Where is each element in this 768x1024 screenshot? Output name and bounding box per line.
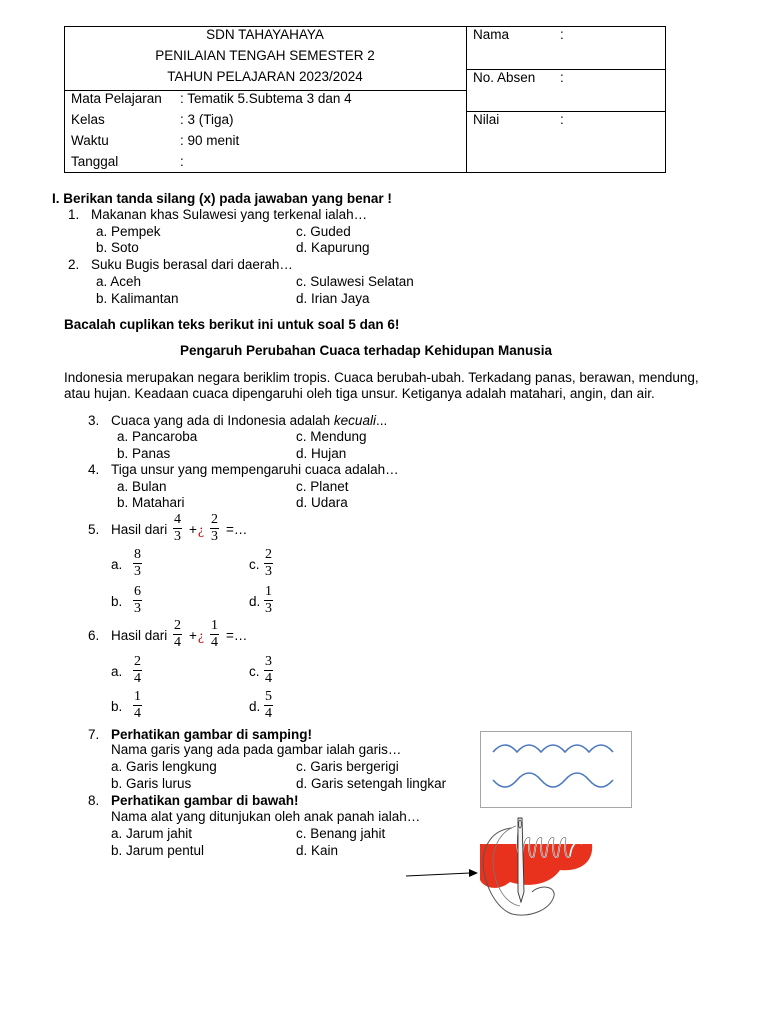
q6-f2-denominator: 4 bbox=[211, 635, 218, 650]
q6-f1-denominator: 4 bbox=[174, 635, 181, 650]
date-label: Tanggal bbox=[71, 154, 119, 169]
q7-number: 7. bbox=[88, 727, 100, 742]
needle-body bbox=[518, 818, 524, 902]
q5-f2-denominator: 3 bbox=[211, 529, 218, 544]
q5-option-d bbox=[264, 585, 273, 616]
passage-line-1: Indonesia merupakan negara beriklim tropis. Cuaca berubah-ubah. Terkadang panas, berawan, mendung, bbox=[64, 370, 699, 385]
q2-option-a: a. Aceh bbox=[96, 274, 142, 289]
q6-option-a bbox=[133, 655, 142, 686]
subject-label: Mata Pelajaran bbox=[71, 91, 162, 106]
q2-option-c: c. Sulawesi Selatan bbox=[296, 274, 414, 289]
q6-equals: =… bbox=[226, 628, 248, 643]
q3-option-b: b. Panas bbox=[117, 446, 171, 461]
q5-plus: + bbox=[189, 522, 197, 537]
subject-value: : Tematik 5.Subtema 3 dan 4 bbox=[180, 91, 352, 106]
name-label: Nama bbox=[473, 27, 510, 42]
q6-option-a-label: a. bbox=[111, 664, 123, 679]
class-value: : 3 (Tiga) bbox=[180, 112, 234, 127]
q5-text: Hasil dari bbox=[111, 522, 168, 537]
q6-a-denominator: 4 bbox=[134, 671, 141, 686]
q5-b-numerator: 6 bbox=[134, 584, 141, 599]
q7-option-d: d. Garis setengah lingkar bbox=[296, 776, 447, 791]
school-name: SDN TAHAYAHAYA bbox=[206, 27, 324, 42]
q7-option-b: b. Garis lurus bbox=[111, 776, 192, 791]
q3-text-main: Cuaca yang ada di Indonesia adalah bbox=[111, 413, 334, 428]
q4-option-b: b. Matahari bbox=[117, 495, 185, 510]
q5-c-numerator: 2 bbox=[265, 547, 272, 562]
q4-option-d: d. Udara bbox=[296, 495, 348, 510]
q5-option-d-label: d. bbox=[249, 594, 261, 609]
q5-option-b bbox=[133, 585, 142, 616]
q2-number: 2. bbox=[68, 257, 80, 272]
q1-option-c: c. Guded bbox=[296, 224, 351, 239]
q6-option-b-label: b. bbox=[111, 699, 123, 714]
q5-a-numerator: 8 bbox=[134, 547, 141, 562]
q6-plus: + bbox=[189, 628, 197, 643]
score-colon: : bbox=[560, 112, 564, 127]
table-divider-vertical bbox=[466, 27, 467, 172]
wave-lines-image bbox=[480, 731, 632, 808]
q3-option-a: a. Pancaroba bbox=[117, 429, 198, 444]
q2-option-d: d. Irian Jaya bbox=[296, 291, 370, 306]
q4-number: 4. bbox=[88, 462, 100, 477]
q5-f2-numerator: 2 bbox=[211, 512, 218, 527]
q5-f1-denominator: 3 bbox=[174, 529, 181, 544]
q6-fraction-2 bbox=[210, 619, 219, 650]
q1-option-b: b. Soto bbox=[96, 240, 139, 255]
absen-label: No. Absen bbox=[473, 70, 536, 85]
q8-option-b: b. Jarum pentul bbox=[111, 843, 205, 858]
q5-fraction-1 bbox=[173, 513, 182, 544]
q6-option-d-label: d. bbox=[249, 699, 261, 714]
school-year: TAHUN PELAJARAN 2023/2024 bbox=[167, 69, 363, 84]
q5-equals: =… bbox=[226, 522, 248, 537]
pointer-arrowhead bbox=[469, 869, 478, 877]
q5-d-denominator: 3 bbox=[265, 601, 272, 616]
section-title: I. Berikan tanda silang (x) pada jawaban yang benar ! bbox=[52, 191, 392, 206]
q6-d-denominator: 4 bbox=[265, 706, 272, 721]
q8-option-c: c. Benang jahit bbox=[296, 826, 386, 841]
q8-number: 8. bbox=[88, 793, 100, 808]
q4-option-c: c. Planet bbox=[296, 479, 349, 494]
q8-text: Nama alat yang ditunjukan oleh anak panah ialah… bbox=[111, 809, 421, 824]
q6-text: Hasil dari bbox=[111, 628, 168, 643]
q7-option-a: a. Garis lengkung bbox=[111, 759, 217, 774]
q6-option-d bbox=[264, 690, 273, 721]
q6-number: 6. bbox=[88, 628, 100, 643]
needle-eye bbox=[519, 820, 521, 828]
q6-question-mark: ¿ bbox=[198, 628, 204, 643]
q5-option-b-label: b. bbox=[111, 594, 123, 609]
passage-line-2: atau hujan. Keadaan cuaca dipengaruhi oleh tiga unsur. Ketiganya adalah matahari, angin, dan air. bbox=[64, 386, 655, 401]
q1-text: Makanan khas Sulawesi yang terkenal ialah… bbox=[91, 207, 368, 222]
q6-option-b bbox=[133, 690, 142, 721]
q2-option-b: b. Kalimantan bbox=[96, 291, 179, 306]
q1-number: 1. bbox=[68, 207, 80, 222]
q6-a-numerator: 2 bbox=[134, 654, 141, 669]
q7-text: Nama garis yang ada pada gambar ialah garis… bbox=[111, 742, 402, 757]
q6-option-c-label: c. bbox=[249, 664, 260, 679]
q1-option-d: d. Kapurung bbox=[296, 240, 370, 255]
q5-fraction-2 bbox=[210, 513, 219, 544]
q3-option-c: c. Mendung bbox=[296, 429, 367, 444]
q1-option-a: a. Pempek bbox=[96, 224, 161, 239]
q4-option-a: a. Bulan bbox=[117, 479, 167, 494]
q8-title: Perhatikan gambar di bawah! bbox=[111, 793, 299, 808]
time-value: : 90 menit bbox=[180, 133, 240, 148]
q5-a-denominator: 3 bbox=[134, 564, 141, 579]
upper-wave-line bbox=[493, 745, 613, 752]
wave-lines-graphic bbox=[481, 732, 631, 807]
q5-question-mark: ¿ bbox=[198, 522, 204, 537]
q6-f2-numerator: 1 bbox=[211, 618, 218, 633]
q5-option-a bbox=[133, 548, 142, 579]
q4-text: Tiga unsur yang mempengaruhi cuaca adalah… bbox=[111, 462, 399, 477]
pointer-arrow-line bbox=[406, 873, 470, 876]
score-label: Nilai bbox=[473, 112, 500, 127]
passage-title: Pengaruh Perubahan Cuaca terhadap Kehidupan Manusia bbox=[179, 343, 553, 358]
exam-title: PENILAIAN TENGAH SEMESTER 2 bbox=[155, 48, 375, 63]
q5-option-c bbox=[264, 548, 273, 579]
date-value: : bbox=[180, 154, 184, 169]
q8-option-a: a. Jarum jahit bbox=[111, 826, 193, 841]
q6-f1-numerator: 2 bbox=[174, 618, 181, 633]
q5-b-denominator: 3 bbox=[134, 601, 141, 616]
q3-option-d: d. Hujan bbox=[296, 446, 347, 461]
q2-text: Suku Bugis berasal dari daerah… bbox=[91, 257, 293, 272]
q6-b-denominator: 4 bbox=[134, 706, 141, 721]
q7-option-c: c. Garis bergerigi bbox=[296, 759, 399, 774]
q6-c-numerator: 3 bbox=[265, 654, 272, 669]
q3-number: 3. bbox=[88, 413, 100, 428]
time-label: Waktu bbox=[71, 133, 109, 148]
q6-d-numerator: 5 bbox=[265, 689, 272, 704]
q6-option-c bbox=[264, 655, 273, 686]
q3-text-ellipsis: ... bbox=[375, 413, 388, 428]
name-colon: : bbox=[560, 27, 564, 42]
q6-c-denominator: 4 bbox=[265, 671, 272, 686]
class-label: Kelas bbox=[71, 112, 105, 127]
q8-option-d: d. Kain bbox=[296, 843, 339, 858]
q5-number: 5. bbox=[88, 522, 100, 537]
absen-colon: : bbox=[560, 70, 564, 85]
q5-d-numerator: 1 bbox=[265, 584, 272, 599]
q7-title: Perhatikan gambar di samping! bbox=[111, 727, 313, 742]
q5-option-a-label: a. bbox=[111, 557, 123, 572]
lower-wave-line bbox=[493, 773, 613, 787]
q5-c-denominator: 3 bbox=[265, 564, 272, 579]
q6-b-numerator: 1 bbox=[134, 689, 141, 704]
q3-text bbox=[111, 413, 387, 429]
sewing-needle-image bbox=[400, 810, 600, 920]
q6-fraction-1 bbox=[173, 619, 182, 650]
q3-text-emphasis: kecuali bbox=[333, 413, 376, 428]
q5-f1-numerator: 4 bbox=[174, 512, 181, 527]
q5-option-c-label: c. bbox=[249, 557, 260, 572]
passage-instruction: Bacalah cuplikan teks berikut ini untuk soal 5 dan 6! bbox=[64, 317, 400, 332]
